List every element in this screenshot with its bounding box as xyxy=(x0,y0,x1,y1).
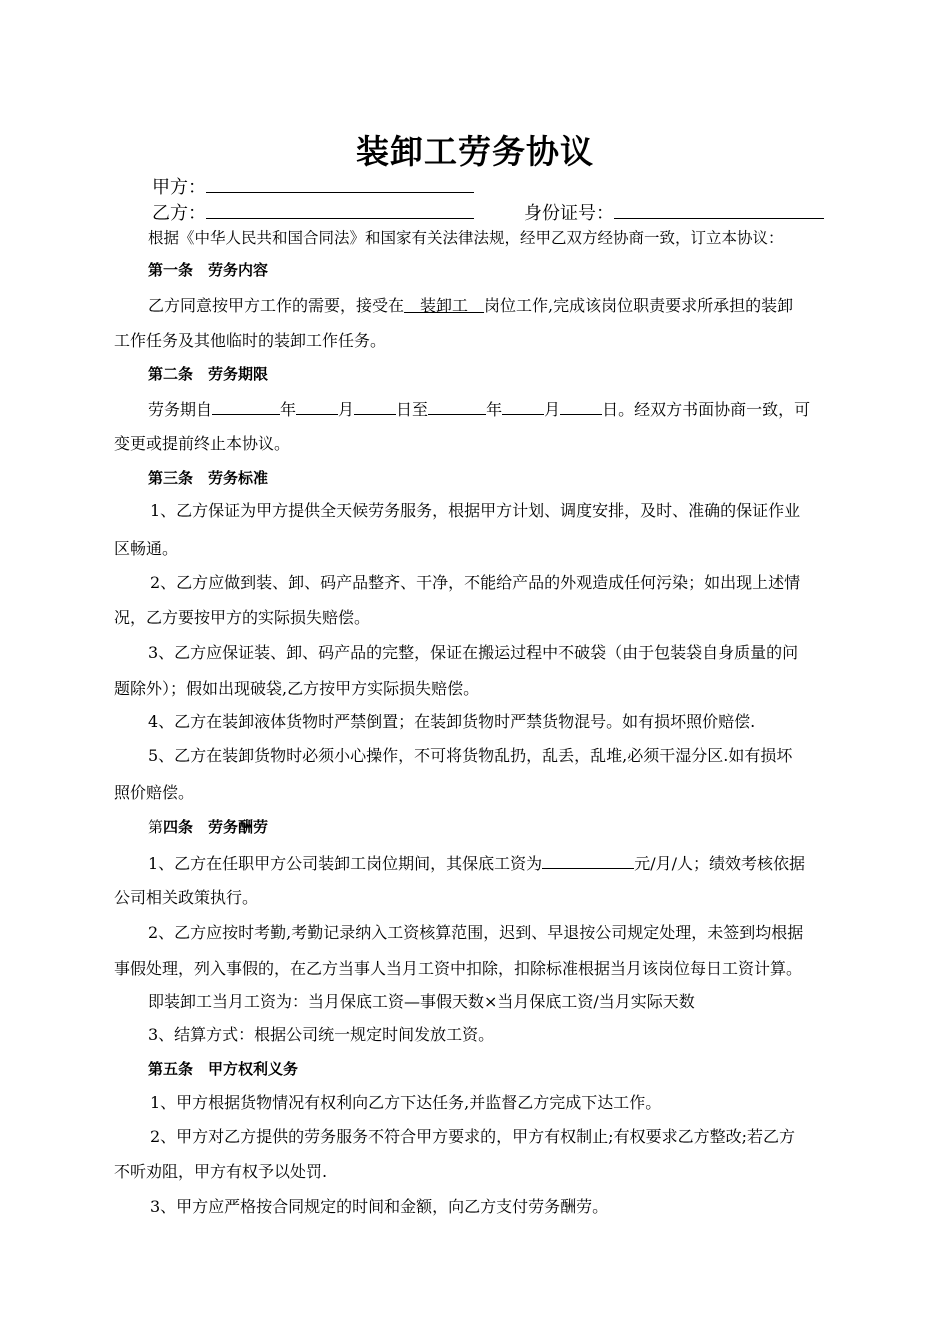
start-month-label: 月 xyxy=(338,400,355,419)
start-month-blank xyxy=(296,398,338,415)
party-a-line xyxy=(152,176,876,199)
id-number-label: 身份证号： xyxy=(524,203,614,224)
salary-formula: 即装卸工当月工资为：当月保底工资—事假天数×当月保底工资/当月实际天数 xyxy=(148,992,695,1011)
intro-text: 根据《中华人民共和国合同法》和国家有关法律法规，经甲乙双方经协商一致，订立本协议： xyxy=(148,229,784,247)
article-3-item-1: 1、乙方保证为甲方提供全天候劳务服务，根据甲方计划、调度安排，及时、准确的保证作业 xyxy=(150,501,801,520)
term-prefix: 劳务期自 xyxy=(148,400,213,419)
id-number-blank xyxy=(614,202,824,219)
article-2-line2: 变更或提前终止本协议。 xyxy=(114,434,291,453)
article-3-item-2: 2、乙方应做到装、卸、码产品整齐、干净，不能给产品的外观造成任何污染；如出现上述情 xyxy=(150,573,801,592)
article-3-item-3: 3、乙方应保证装、卸、码产品的完整，保证在搬运过程中不破袋（由于包装袋自身质量的问 xyxy=(148,643,799,662)
article-1-heading: 第一条 劳务内容 xyxy=(148,261,269,279)
article-3-item-4: 4、乙方在装卸液体货物时严禁倒置；在装卸货物时严禁货物混号。如有损坏照价赔偿. xyxy=(148,712,756,731)
start-year-blank xyxy=(212,398,280,415)
article-2-para xyxy=(148,398,872,421)
article-4-heading-prefix: 第 xyxy=(148,818,164,836)
article-5-item-3: 3、甲方应严格按合同规定的时间和金额，向乙方支付劳务酬劳。 xyxy=(150,1197,609,1216)
article-5-heading: 第五条 甲方权利义务 xyxy=(148,1060,299,1078)
end-day-label: 日。经双方书面协商一致，可 xyxy=(602,400,811,419)
start-day-blank xyxy=(354,398,396,415)
article-5-item-2-cont: 不听劝阻，甲方有权予以处罚. xyxy=(114,1162,328,1181)
article-4-heading-bold: 四条 劳务酬劳 xyxy=(163,818,269,836)
party-a-blank xyxy=(206,176,474,193)
article-5-item-1: 1、甲方根据货物情况有权利向乙方下达任务,并监督乙方完成下达工作。 xyxy=(150,1093,662,1112)
article-4-item-1-cont: 公司相关政策执行。 xyxy=(114,888,259,907)
end-year-blank xyxy=(428,398,486,415)
article-3-item-5: 5、乙方在装卸货物时必须小心操作，不可将货物乱扔，乱丢，乱堆,必须干湿分区.如有损坏 xyxy=(148,746,793,765)
start-year-label: 年 xyxy=(280,400,297,419)
article-3-heading: 第三条 劳务标准 xyxy=(148,469,269,487)
end-day-blank xyxy=(560,398,602,415)
article-3-item-3-cont: 题除外）；假如出现破袋,乙方按甲方实际损失赔偿。 xyxy=(114,679,480,698)
article-1-text-b: 岗位工作,完成该岗位职责要求所承担的装卸 xyxy=(484,296,794,315)
party-b-line xyxy=(152,202,876,225)
article-4-item-1 xyxy=(148,852,872,875)
article-4-item-2: 2、乙方应按时考勤,考勤记录纳入工资核算范围，迟到、早退按公司规定处理，未签到均根据 xyxy=(148,923,804,942)
article-1-line2: 工作任务及其他临时的装卸工作任务。 xyxy=(114,331,387,350)
article-3-item-1-cont: 区畅通。 xyxy=(114,539,179,558)
article-4-item-1-text-a: 1、乙方在任职甲方公司装卸工岗位期间，其保底工资为 xyxy=(148,854,543,873)
article-1-para xyxy=(148,295,872,317)
article-4-heading xyxy=(148,816,872,838)
end-year-label: 年 xyxy=(486,400,503,419)
article-2-heading: 第二条 劳务期限 xyxy=(148,365,269,383)
post-name-field: 装卸工 xyxy=(404,296,485,315)
article-3-item-2-cont: 况，乙方要按甲方的实际损失赔偿。 xyxy=(114,608,371,627)
document-title: 装卸工劳务协议 xyxy=(356,132,594,171)
party-b-label: 乙方： xyxy=(152,203,206,224)
article-1-text-a: 乙方同意按甲方工作的需要，接受在 xyxy=(148,296,405,315)
party-a-label: 甲方： xyxy=(152,177,206,198)
article-3-item-5-cont: 照价赔偿。 xyxy=(114,783,195,802)
party-b-blank xyxy=(206,202,474,219)
article-4-item-2-cont: 事假处理，列入事假的，在乙方当事人当月工资中扣除，扣除标准根据当月该岗位每日工资计算。 xyxy=(114,959,803,978)
article-5-item-2: 2、甲方对乙方提供的劳务服务不符合甲方要求的，甲方有权制止;有权要求乙方整改;若乙方 xyxy=(150,1127,795,1146)
article-4-item-1-text-b: 元/月/人；绩效考核依据 xyxy=(634,854,805,873)
base-salary-blank xyxy=(542,852,634,869)
article-4-item-3: 3、结算方式：根据公司统一规定时间发放工资。 xyxy=(148,1025,495,1044)
end-month-label: 月 xyxy=(544,400,561,419)
end-month-blank xyxy=(502,398,544,415)
start-day-label: 日至 xyxy=(396,400,429,419)
